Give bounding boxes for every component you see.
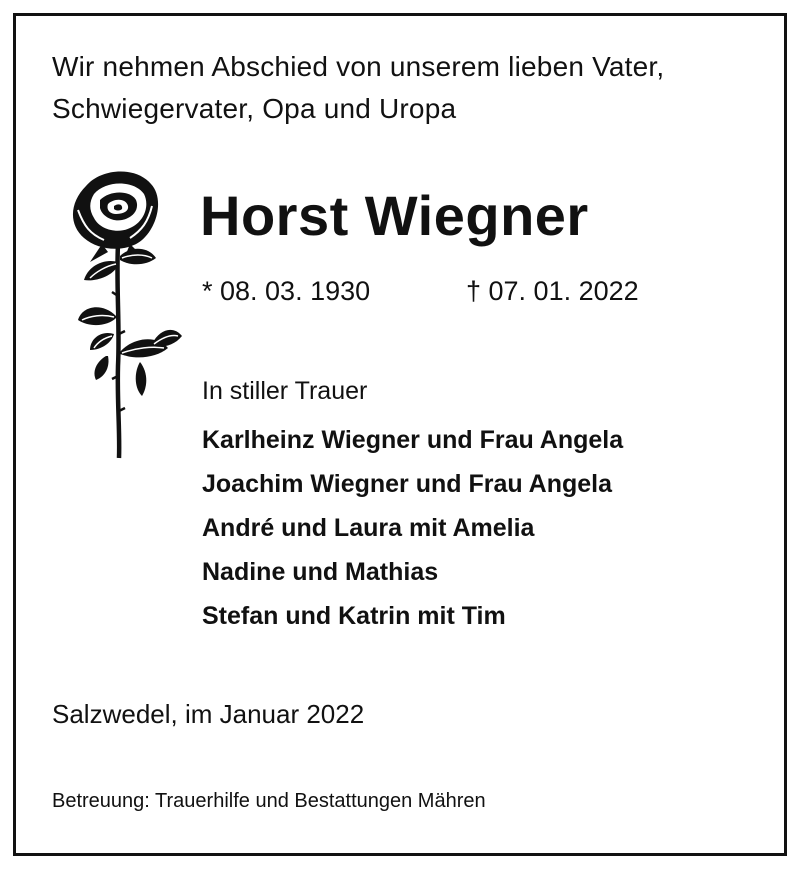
intro-line-2: Schwiegervater, Opa und Uropa: [52, 93, 457, 124]
mourner-line: André und Laura mit Amelia: [202, 514, 535, 542]
intro-text: [52, 46, 664, 130]
rose-icon: [56, 166, 186, 462]
death-date: † 07. 01. 2022: [466, 276, 639, 306]
mourner-line: Stefan und Katrin mit Tim: [202, 602, 506, 630]
mourners-list: [202, 418, 623, 638]
life-dates: [202, 274, 639, 308]
mourner-line: Joachim Wiegner und Frau Angela: [202, 470, 613, 498]
intro-line-1: Wir nehmen Abschied von unserem lieben Vater,: [52, 51, 665, 82]
place-date: Salzwedel, im Januar 2022: [52, 699, 365, 729]
care-note: Betreuung: Trauerhilfe und Bestattungen Mähren: [52, 790, 486, 812]
mourning-label: In stiller Trauer: [202, 377, 368, 405]
mourner-line: Nadine und Mathias: [202, 558, 439, 586]
deceased-name: Horst Wiegner: [200, 184, 589, 247]
birth-date: * 08. 03. 1930: [202, 276, 371, 306]
mourner-line: Karlheinz Wiegner und Frau Angela: [202, 426, 624, 454]
